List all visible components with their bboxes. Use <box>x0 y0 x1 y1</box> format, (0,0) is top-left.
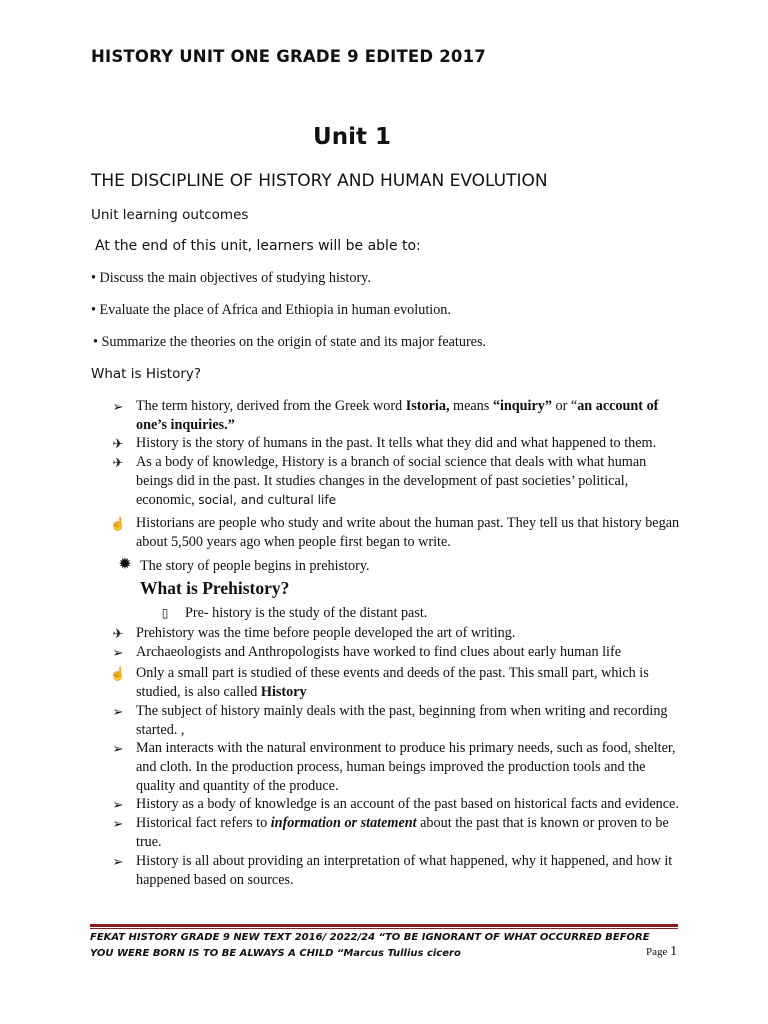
list-item: Pre- history is the study of the distant past. <box>185 605 428 621</box>
arrow-bullet-icon: ➢ <box>112 645 124 660</box>
pointing-hand-bullet-icon: ☝ <box>109 666 127 681</box>
airplane-bullet-icon: ✈ <box>112 455 124 470</box>
arrow-bullet-icon: ➢ <box>112 797 124 812</box>
what-is-prehistory-heading: What is Prehistory? <box>140 578 290 598</box>
outcome-item: • Summarize the theories on the origin of state and its major features. <box>93 334 487 350</box>
arrow-bullet-icon: ➢ <box>112 399 124 414</box>
footer-divider <box>90 924 678 929</box>
list-item: Only a small part is studied of these events and deeds of the past. This small part, which is studied, is also called History <box>136 665 649 700</box>
footer-line: YOU WERE BORN IS TO BE ALWAYS A CHILD “Marcus Tullius cicero <box>90 948 461 959</box>
footer-line: FEKAT HISTORY GRADE 9 NEW TEXT 2016/ 2022/24 “TO BE IGNORANT OF WHAT OCCURRED BEFORE <box>90 932 650 943</box>
list-item: Historical fact refers to information or statement about the past that is known or proven to be true. <box>136 815 669 850</box>
list-item: Prehistory was the time before people developed the art of writing. <box>136 625 516 641</box>
arrow-bullet-icon: ➢ <box>112 854 124 869</box>
list-item: The subject of history mainly deals with the past, beginning from when writing and recording started. , <box>136 703 668 738</box>
arrow-bullet-icon: ➢ <box>112 704 124 719</box>
list-item: As a body of knowledge, History is a branch of social science that deals with what human beings did in the past. It studies changes in the development of past societies’ political, economic, social, and cultural life <box>136 454 647 508</box>
outcome-item: • Evaluate the place of Africa and Ethiopia in human evolution. <box>91 302 451 318</box>
list-item: The story of people begins in prehistory. <box>140 558 370 574</box>
airplane-bullet-icon: ✈ <box>112 436 124 451</box>
page-label: Page <box>646 946 668 958</box>
outcome-item: • Discuss the main objectives of studying history. <box>91 270 371 286</box>
section-heading: THE DISCIPLINE OF HISTORY AND HUMAN EVOLUTION <box>91 171 548 191</box>
star-bullet-icon: ✹ <box>118 556 132 573</box>
list-item: History is all about providing an interpretation of what happened, why it happened, and how it happened based on sources. <box>136 853 673 888</box>
pointing-hand-bullet-icon: ☝ <box>109 516 127 531</box>
box-bullet-icon: ▯ <box>161 606 169 620</box>
list-item: Man interacts with the natural environment to produce his primary needs, such as food, shelter, and cloth. In the production process, human beings improved the production tools and the quality and quantity of the produce. <box>136 740 676 794</box>
what-is-history-heading: What is History? <box>91 366 202 382</box>
list-item: Archaeologists and Anthropologists have worked to find clues about early human life <box>136 644 622 660</box>
outcomes-label: Unit learning outcomes <box>91 207 249 223</box>
airplane-bullet-icon: ✈ <box>112 626 124 641</box>
list-item: The term history, derived from the Greek word Istoria, means “inquiry” or “an account of one’s inquiries.” <box>136 398 659 433</box>
list-item: History as a body of knowledge is an account of the past based on historical facts and evidence. <box>136 796 679 812</box>
outcomes-intro: At the end of this unit, learners will be able to: <box>95 238 421 254</box>
page-number <box>646 944 677 960</box>
unit-title: Unit 1 <box>313 124 391 150</box>
document-header-title: HISTORY UNIT ONE GRADE 9 EDITED 2017 <box>91 47 486 66</box>
footer-quote <box>90 930 650 962</box>
list-item: Historians are people who study and write about the human past. They tell us that history began about 5,500 years ago when people first began to write. <box>136 515 680 550</box>
arrow-bullet-icon: ➢ <box>112 816 124 831</box>
list-item: History is the story of humans in the past. It tells what they did and what happened to them. <box>136 435 657 451</box>
arrow-bullet-icon: ➢ <box>112 741 124 756</box>
page-number-value: 1 <box>670 944 678 959</box>
